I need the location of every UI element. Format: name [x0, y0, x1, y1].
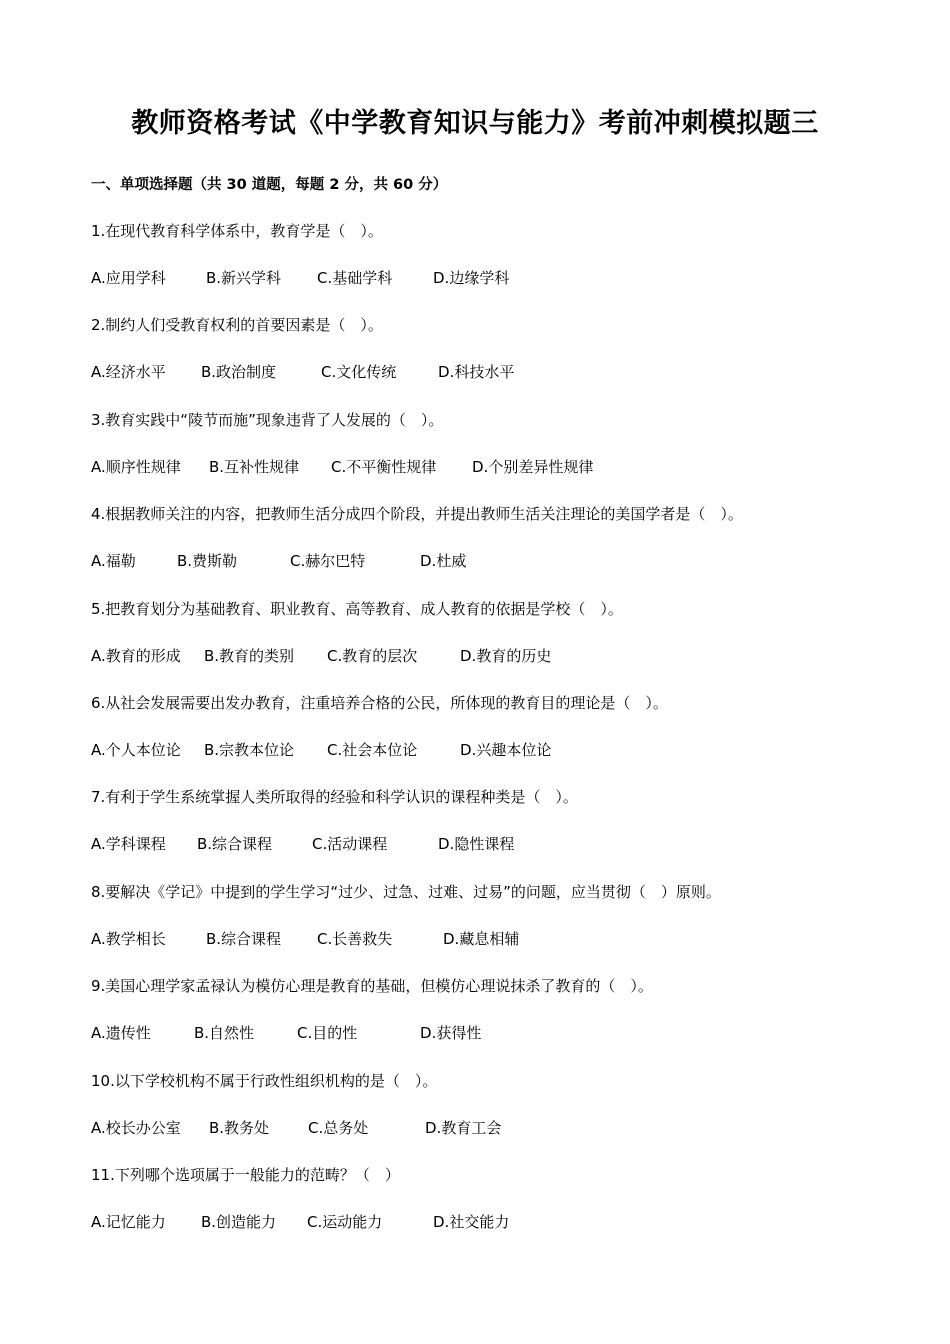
question-stem: 5.把教育划分为基础教育、职业教育、高等教育、成人教育的依据是学校（ ）。: [91, 600, 623, 618]
option-d: D.兴趣本位论: [460, 741, 552, 759]
question-stem: 11.下列哪个选项属于一般能力的范畴？（ ）: [91, 1166, 400, 1184]
option-d: D.藏息相辅: [443, 930, 520, 948]
question-stem: 10.以下学校机构不属于行政性组织机构的是（ ）。: [91, 1072, 438, 1090]
option-b: B.教育的类别: [204, 647, 295, 665]
question-options: [91, 550, 891, 572]
question-options: [91, 1117, 891, 1139]
option-b: B.政治制度: [201, 363, 277, 381]
option-a: A.经济水平: [91, 363, 166, 381]
option-c: C.目的性: [297, 1024, 358, 1042]
option-d: D.边缘学科: [433, 269, 510, 287]
question-stem: 8.要解决《学记》中提到的学生学习“过少、过急、过难、过易”的问题，应当贯彻（ ）原则。: [91, 883, 721, 901]
option-c: C.教育的层次: [327, 647, 418, 665]
option-c: C.长善救失: [317, 930, 393, 948]
option-d: D.教育工会: [425, 1119, 502, 1137]
option-b: B.新兴学科: [206, 269, 282, 287]
option-d: D.隐性课程: [438, 835, 515, 853]
option-a: A.教学相长: [91, 930, 166, 948]
option-a: A.福勒: [91, 552, 136, 570]
question-options: [91, 267, 891, 289]
option-b: B.费斯勒: [177, 552, 238, 570]
option-a: A.记忆能力: [91, 1213, 166, 1231]
question-stem: 1.在现代教育科学体系中，教育学是（ ）。: [91, 222, 383, 240]
question-stem: 7.有利于学生系统掌握人类所取得的经验和科学认识的课程种类是（ ）。: [91, 788, 578, 806]
option-d: D.社交能力: [433, 1213, 510, 1231]
option-a: A.应用学科: [91, 269, 166, 287]
option-a: A.教育的形成: [91, 647, 181, 665]
option-d: D.获得性: [420, 1024, 482, 1042]
option-b: B.宗教本位论: [204, 741, 295, 759]
option-d: D.教育的历史: [460, 647, 552, 665]
question-stem: 4.根据教师关注的内容，把教师生活分成四个阶段，并提出教师生活关注理论的美国学者是（ ）。: [91, 505, 743, 523]
question-stem: 6.从社会发展需要出发办教育，注重培养合格的公民，所体现的教育目的理论是（ ）。: [91, 694, 668, 712]
question-stem: 9.美国心理学家孟禄认为模仿心理是教育的基础，但模仿心理说抹杀了教育的（ ）。: [91, 977, 653, 995]
option-b: B.创造能力: [201, 1213, 277, 1231]
option-a: A.个人本位论: [91, 741, 181, 759]
option-a: A.顺序性规律: [91, 458, 181, 476]
question-options: [91, 928, 891, 950]
question-stem: 2.制约人们受教育权利的首要因素是（ ）。: [91, 316, 383, 334]
option-d: D.个别差异性规律: [472, 458, 594, 476]
option-b: B.自然性: [194, 1024, 255, 1042]
question-options: [91, 833, 891, 855]
option-b: B.互补性规律: [209, 458, 300, 476]
option-b: B.综合课程: [206, 930, 282, 948]
option-a: A.学科课程: [91, 835, 166, 853]
question-options: [91, 645, 891, 667]
option-c: C.赫尔巴特: [290, 552, 366, 570]
option-b: B.教务处: [209, 1119, 270, 1137]
question-options: [91, 456, 891, 478]
option-d: D.杜威: [420, 552, 467, 570]
section-heading: 一、单项选择题（共 30 道题，每题 2 分，共 60 分）: [91, 177, 448, 193]
option-a: A.校长办公室: [91, 1119, 181, 1137]
question-options: [91, 1022, 891, 1044]
option-c: C.文化传统: [321, 363, 397, 381]
option-c: C.不平衡性规律: [331, 458, 437, 476]
option-c: C.总务处: [308, 1119, 369, 1137]
page-title: 教师资格考试《中学教育知识与能力》考前冲刺模拟题三: [131, 108, 819, 139]
option-c: C.运动能力: [307, 1213, 383, 1231]
question-options: [91, 1211, 891, 1233]
option-c: C.基础学科: [317, 269, 393, 287]
option-d: D.科技水平: [438, 363, 515, 381]
option-c: C.社会本位论: [327, 741, 418, 759]
question-options: [91, 361, 891, 383]
option-b: B.综合课程: [197, 835, 273, 853]
question-options: [91, 739, 891, 761]
option-c: C.活动课程: [312, 835, 388, 853]
question-stem: 3.教育实践中“陵节而施”现象违背了人发展的（ ）。: [91, 411, 444, 429]
option-a: A.遗传性: [91, 1024, 151, 1042]
